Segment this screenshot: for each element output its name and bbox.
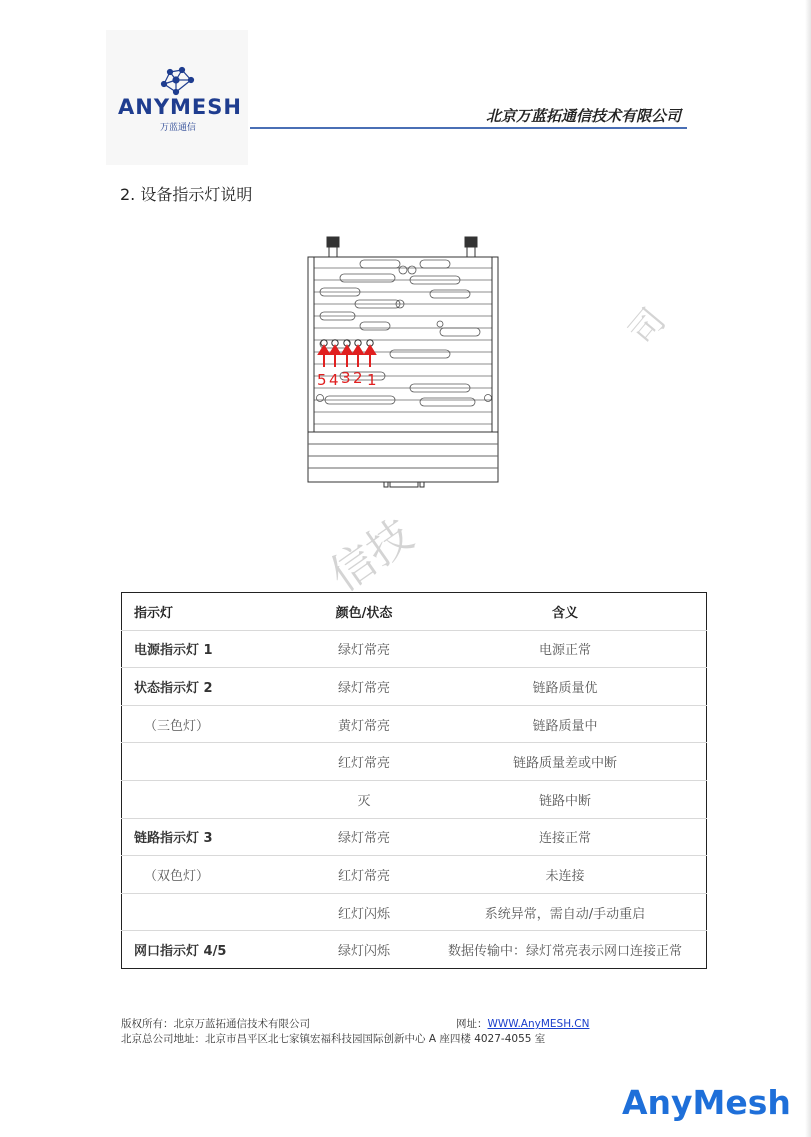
row-meaning: 电源正常 xyxy=(424,630,707,668)
row-name xyxy=(122,780,305,818)
row-state: 红灯常亮 xyxy=(304,856,424,894)
row-state: 黄灯常亮 xyxy=(304,705,424,743)
website-link[interactable]: WWW.AnyMESH.CN xyxy=(487,1018,590,1030)
brand-logo: AnyMesh xyxy=(622,1083,791,1122)
table-row xyxy=(122,893,707,931)
header-indicator: 指示灯 xyxy=(134,605,174,621)
website-label: 网址： xyxy=(456,1018,488,1030)
row-meaning: 系统异常，需自动/手动重启 xyxy=(424,893,707,931)
row-meaning: 连接正常 xyxy=(424,818,707,856)
row-name: （三色灯） xyxy=(122,705,305,743)
footer-website xyxy=(456,1017,589,1032)
row-name: 电源指示灯 1 xyxy=(122,630,305,668)
table-row xyxy=(122,931,707,969)
row-state: 绿灯常亮 xyxy=(304,818,424,856)
row-meaning: 链路中断 xyxy=(424,780,707,818)
table-row xyxy=(122,818,707,856)
row-meaning: 链路质量中 xyxy=(424,705,707,743)
row-name xyxy=(122,743,305,781)
watermark-text: 信技 xyxy=(320,509,423,602)
company-logo xyxy=(106,30,248,165)
table-row xyxy=(122,705,707,743)
section-title: 2. 设备指示灯说明 xyxy=(120,185,253,204)
header-meaning: 含义 xyxy=(551,605,578,621)
page-footer xyxy=(121,1017,590,1047)
footer-address: 北京总公司地址：北京市昌平区北七家镇宏福科技园国际创新中心 A 座四楼 4027-4055 室 xyxy=(121,1033,546,1045)
led-label-3: 3 xyxy=(341,369,351,387)
logo-wordmark: ANYMESH xyxy=(118,95,242,119)
led-label-1: 1 xyxy=(367,371,377,389)
table-row xyxy=(122,668,707,706)
row-state: 绿灯常亮 xyxy=(304,668,424,706)
row-state: 红灯闪烁 xyxy=(304,893,424,931)
device-illustration xyxy=(300,232,506,496)
watermark-text-2: 司 xyxy=(621,300,674,353)
row-meaning: 链路质量差或中断 xyxy=(424,743,707,781)
table-row xyxy=(122,630,707,668)
row-state: 绿灯常亮 xyxy=(304,630,424,668)
table-row xyxy=(122,780,707,818)
row-meaning: 链路质量优 xyxy=(424,668,707,706)
row-meaning: 未连接 xyxy=(424,856,707,894)
logo-subtitle: 万蓝通信 xyxy=(160,123,197,133)
led-label-5: 5 xyxy=(317,371,327,389)
row-state: 灭 xyxy=(304,780,424,818)
header-divider xyxy=(250,127,687,129)
indicator-table xyxy=(121,592,707,969)
device-drawing xyxy=(300,232,506,492)
table-row xyxy=(122,856,707,894)
header-state: 颜色/状态 xyxy=(335,605,393,621)
row-name xyxy=(122,893,305,931)
led-label-2: 2 xyxy=(353,369,363,387)
row-name: 状态指示灯 2 xyxy=(122,668,305,706)
table-row xyxy=(122,743,707,781)
row-state: 红灯常亮 xyxy=(304,743,424,781)
row-name: （双色灯） xyxy=(122,856,305,894)
row-name: 链路指示灯 3 xyxy=(122,818,305,856)
table-header-row xyxy=(122,593,707,631)
row-name: 网口指示灯 4/5 xyxy=(122,931,305,969)
company-name: 北京万蓝拓通信技术有限公司 xyxy=(485,107,681,125)
row-meaning: 数据传输中：绿灯常亮表示网口连接正常 xyxy=(424,931,707,969)
page-edge-shadow xyxy=(805,0,811,1137)
footer-copyright: 版权所有：北京万蓝拓通信技术有限公司 xyxy=(121,1018,310,1030)
led-label-4: 4 xyxy=(329,371,339,389)
row-state: 绿灯闪烁 xyxy=(304,931,424,969)
